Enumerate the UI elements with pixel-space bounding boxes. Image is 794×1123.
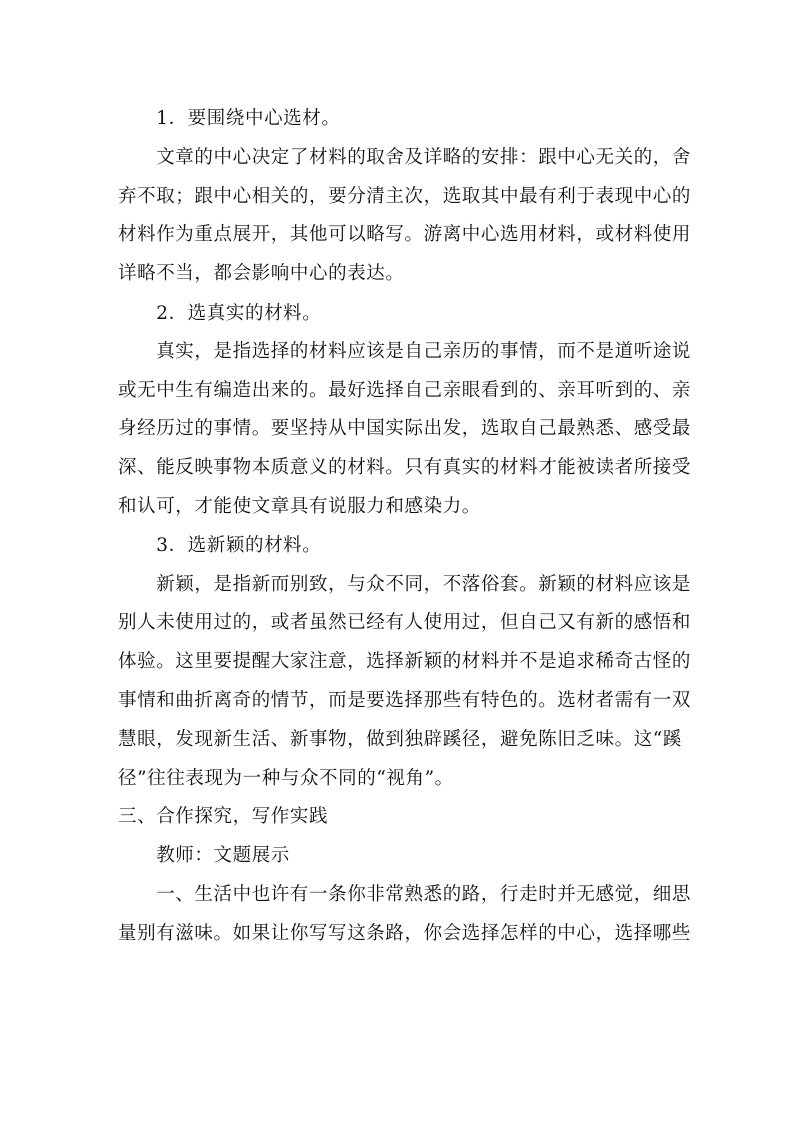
paragraph-line: 弃不取；跟中心相关的，要分清主次，选取其中最有利于表现中心的: [118, 186, 692, 207]
paragraph-line: 新颖，是指新而别致，与众不同，不落俗套。新颖的材料应该是: [118, 574, 692, 595]
paragraph-line: 详略不当，都会影响中心的表达。: [118, 263, 405, 284]
paragraph-line: 身经历过的事情。要坚持从中国实际出发，选取自己最熟悉、感受最: [118, 418, 692, 439]
paragraph-line: 文章的中心决定了材料的取舍及详略的安排：跟中心无关的，舍: [118, 147, 692, 168]
teacher-prompt-label: 教师：文题展示: [118, 845, 290, 866]
paragraph-line: 和认可，才能使文章具有说服力和感染力。: [118, 496, 481, 517]
paragraph-line: 慧眼，发现新生活、新事物，做到独辟蹊径，避免陈旧乏味。这“蹊: [118, 729, 682, 750]
heading-select-around-center: 1．要围绕中心选材。: [118, 108, 341, 129]
heading-select-real-material: 2．选真实的材料。: [118, 303, 322, 324]
paragraph-line: 事情和曲折离奇的情节，而是要选择那些有特色的。选材者需有一双: [118, 690, 692, 711]
paragraph-line: 真实，是指选择的材料应该是自己亲历的事情，而不是道听途说: [118, 341, 692, 362]
paragraph-line: 一、生活中也许有一条你非常熟悉的路，行走时并无感觉，细思: [118, 884, 692, 905]
paragraph-line: 别人未使用过的，或者虽然已经有人使用过，但自己又有新的感悟和: [118, 612, 692, 633]
paragraph-line: 材料作为重点展开，其他可以略写。游离中心选用材料，或材料使用: [118, 224, 692, 245]
paragraph-line: 深、能反映事物本质意义的材料。只有真实的材料才能被读者所接受: [118, 457, 692, 478]
heading-select-novel-material: 3．选新颖的材料。: [118, 535, 322, 556]
paragraph-line: 量别有滋味。如果让你写写这条路，你会选择怎样的中心，选择哪些: [118, 923, 692, 944]
paragraph-line: 或无中生有编造出来的。最好选择自己亲眼看到的、亲耳听到的、亲: [118, 380, 692, 401]
paragraph-line: 径”往往表现为一种与众不同的“视角”。: [118, 768, 454, 789]
paragraph-line: 体验。这里要提醒大家注意，选择新颖的材料并不是追求稀奇古怪的: [118, 651, 692, 672]
section-heading-cooperative-inquiry: 三、合作探究，写作实践: [118, 806, 329, 827]
